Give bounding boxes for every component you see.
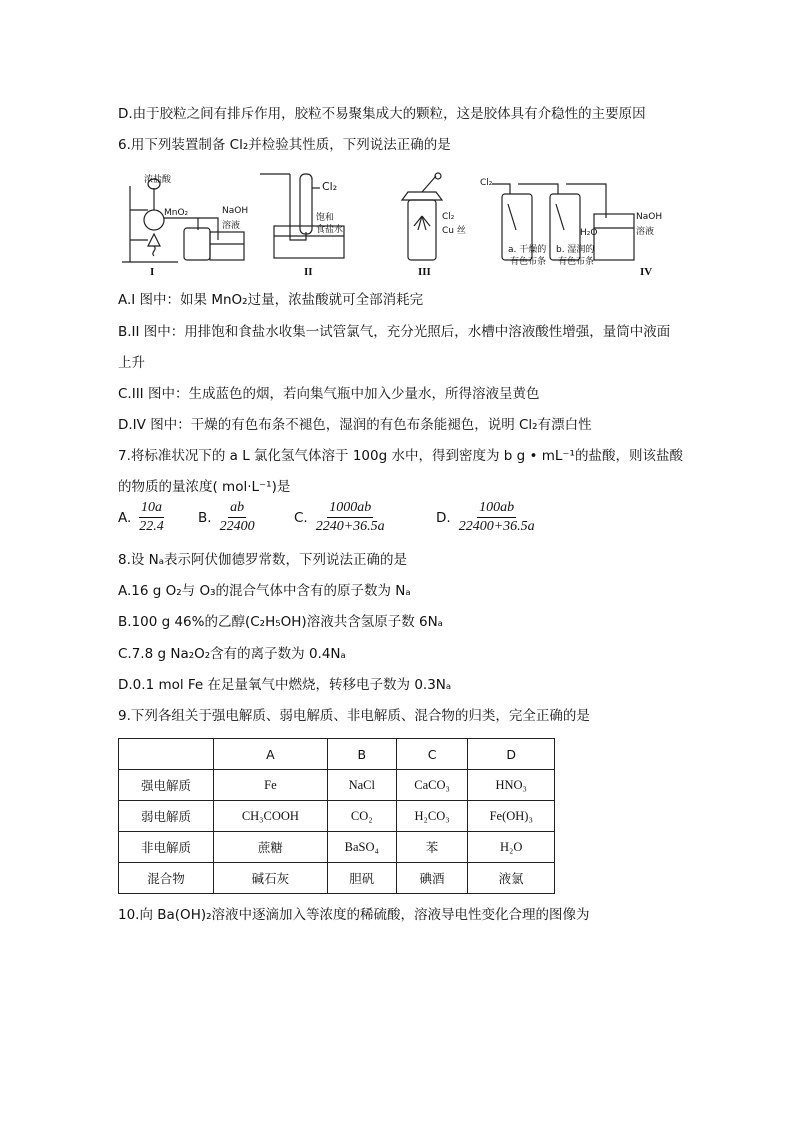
question-8-option-b: B.100 g 46%的乙醇(C₂H₅OH)溶液共含氢原子数 6Nₐ xyxy=(118,614,443,630)
table-row xyxy=(119,832,555,863)
label-cl2-4: Cl₂ xyxy=(480,178,493,188)
table-cell: H₂CO₃ xyxy=(396,801,468,832)
table-cell: CH₃COOH xyxy=(214,801,328,832)
label-dry: a. 干燥的 xyxy=(508,245,547,255)
table-row-label: 混合物 xyxy=(119,863,214,894)
option-letter: A. xyxy=(118,509,132,526)
fraction-denominator: 2240+36.5a xyxy=(315,519,385,534)
fraction-numerator: 1000ab xyxy=(327,500,373,518)
fraction xyxy=(218,500,257,535)
table-cell: Fe xyxy=(214,770,328,801)
table-cell: 液氯 xyxy=(468,863,555,894)
question-6-option-b: B.II 图中：用排饱和食盐水收集一试管氯气，充分光照后，水槽中溶液酸性增强，量筒中液面 xyxy=(118,324,671,340)
label-wet: b. 湿润的 xyxy=(556,245,595,255)
question-10-stem: 10.向 Ba(OH)₂溶液中逐滴加入等浓度的稀硫酸，溶液导电性变化合理的图像为 xyxy=(118,907,590,923)
table-row-label: 非电解质 xyxy=(119,832,214,863)
table-header-cell: D xyxy=(468,739,555,770)
fraction xyxy=(137,500,166,535)
table-cell: HNO₃ xyxy=(468,770,555,801)
option-letter: C. xyxy=(294,509,308,526)
table-cell: 蔗糖 xyxy=(214,832,328,863)
table-cell: CaCO₃ xyxy=(396,770,468,801)
label-naoh-4: NaOH xyxy=(636,212,663,222)
option-letter: D. xyxy=(436,509,451,526)
question-8-stem: 8.设 Nₐ表示阿伏伽德罗常数，下列说法正确的是 xyxy=(118,552,408,568)
question-7-option-d xyxy=(436,500,537,535)
question-8-option-a: A.16 g O₂与 O₃的混合气体中含有的原子数为 Nₐ xyxy=(118,583,411,599)
question-7-stem-cont: 的物质的量浓度( mol·L⁻¹)是 xyxy=(118,479,291,495)
question-6-option-c: C.III 图中：生成蓝色的烟，若向集气瓶中加入少量水，所得溶液呈黄色 xyxy=(118,386,540,402)
table-row xyxy=(119,770,555,801)
table-row-label: 弱电解质 xyxy=(119,801,214,832)
table-row-label: 强电解质 xyxy=(119,770,214,801)
question-7-option-b xyxy=(198,500,257,535)
table-cell: 胆矾 xyxy=(327,863,396,894)
table-header-cell xyxy=(119,739,214,770)
table-cell: Fe(OH)₃ xyxy=(468,801,555,832)
label-conc-hcl: 浓盐酸 xyxy=(144,175,172,185)
question-6-option-a: A.I 图中：如果 MnO₂过量，浓盐酸就可全部消耗完 xyxy=(118,292,424,308)
label-solution-4: 溶液 xyxy=(636,227,655,237)
classification-table xyxy=(118,738,555,894)
table-cell: CO₂ xyxy=(327,801,396,832)
label-cu-wire: Cu 丝 xyxy=(442,226,466,236)
table-cell: NaCl xyxy=(327,770,396,801)
fraction-denominator: 22400+36.5a xyxy=(458,519,535,534)
question-8-option-c: C.7.8 g Na₂O₂含有的离子数为 0.4Nₐ xyxy=(118,646,346,662)
fraction-denominator: 22.4 xyxy=(139,519,164,534)
apparatus-figure xyxy=(118,170,678,282)
fraction xyxy=(457,500,537,535)
label-brine-2: 食盐水 xyxy=(316,225,344,235)
roman-iv: IV xyxy=(640,266,653,278)
question-6-option-b-cont: 上升 xyxy=(118,355,145,371)
table-cell: 碘酒 xyxy=(396,863,468,894)
table-cell: H₂O xyxy=(468,832,555,863)
fraction-denominator: 22400 xyxy=(219,519,255,534)
label-cloth-1: 有色布条 xyxy=(510,257,547,267)
label-cloth-2: 有色布条 xyxy=(558,257,595,267)
fraction-numerator: ab xyxy=(228,500,246,518)
option-letter: B. xyxy=(198,509,212,526)
label-cl2-2: Cl₂ xyxy=(322,180,338,193)
question-text-d5: D.由于胶粒之间有排斥作用，胶粒不易聚集成大的颗粒，这是胶体具有介稳性的主要原因 xyxy=(118,106,646,122)
roman-i: I xyxy=(150,266,155,278)
table-row xyxy=(119,863,555,894)
label-brine-1: 饱和 xyxy=(316,213,335,223)
question-6-stem: 6.用下列装置制备 Cl₂并检验其性质，下列说法正确的是 xyxy=(118,137,451,153)
table-row xyxy=(119,801,555,832)
table-cell: 碱石灰 xyxy=(214,863,328,894)
table-cell: 苯 xyxy=(396,832,468,863)
roman-iii: III xyxy=(418,266,431,278)
table-header-row xyxy=(119,739,555,770)
fraction-numerator: 10a xyxy=(139,500,164,518)
label-mno2: MnO₂ xyxy=(164,208,189,218)
question-8-option-d: D.0.1 mol Fe 在足量氧气中燃烧，转移电子数为 0.3Nₐ xyxy=(118,677,452,693)
label-cl2-3: Cl₂ xyxy=(442,212,455,222)
table-header-cell: B xyxy=(327,739,396,770)
table-header-cell: C xyxy=(396,739,468,770)
question-7-stem: 7.将标准状况下的 a L 氯化氢气体溶于 100g 水中，得到密度为 b g • mL⁻¹的盐酸，则该盐酸 xyxy=(118,448,683,464)
question-6-option-d: D.IV 图中：干燥的有色布条不褪色，湿润的有色布条能褪色，说明 Cl₂有漂白性 xyxy=(118,417,592,433)
fraction-numerator: 100ab xyxy=(477,500,516,518)
roman-ii: II xyxy=(304,266,313,278)
label-solution-1: 溶液 xyxy=(222,221,241,231)
table-header-cell: A xyxy=(214,739,328,770)
question-7-option-a xyxy=(118,500,166,535)
label-h2o: H₂O xyxy=(580,228,598,238)
label-naoh-1: NaOH xyxy=(222,206,249,216)
table-cell: BaSO₄ xyxy=(327,832,396,863)
fraction xyxy=(314,500,387,535)
question-9-stem: 9.下列各组关于强电解质、弱电解质、非电解质、混合物的归类，完全正确的是 xyxy=(118,708,590,724)
question-7-option-c xyxy=(294,500,387,535)
